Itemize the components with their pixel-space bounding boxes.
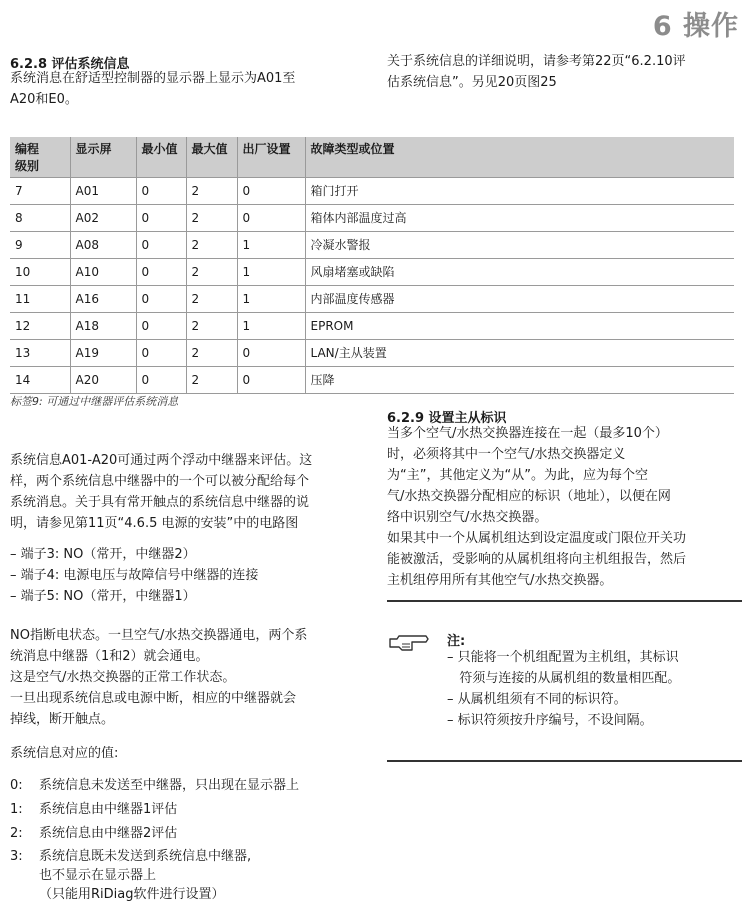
relay-description bbox=[10, 450, 370, 534]
cell-min: 0 bbox=[136, 259, 186, 286]
cell-fault-type: EPROM bbox=[305, 313, 734, 340]
header-min: 最小值 bbox=[136, 137, 186, 178]
list-item bbox=[10, 775, 299, 796]
text-line: 系统消息在舒适型控制器的显示器上显示为A01至 bbox=[10, 71, 296, 86]
list-item bbox=[10, 847, 299, 904]
table-row bbox=[10, 286, 734, 313]
pointing-hand-icon bbox=[388, 630, 430, 662]
cell-factory: 0 bbox=[237, 367, 305, 394]
table-row bbox=[10, 259, 734, 286]
divider bbox=[387, 600, 742, 602]
cell-min: 0 bbox=[136, 367, 186, 394]
text-line: A20和E0。 bbox=[10, 92, 78, 107]
cell-display: A18 bbox=[70, 313, 136, 340]
value-text: 系统信息由中继器2评估 bbox=[39, 826, 178, 841]
divider bbox=[387, 760, 742, 762]
text-line: 关于系统信息的详细说明，请参考第22页“6.2.10评 bbox=[387, 54, 686, 69]
text-line: 主机组停用所有其他空气/水热交换器。 bbox=[387, 573, 613, 588]
no-state-description bbox=[10, 625, 307, 730]
cell-fault-type: 冷凝水警报 bbox=[305, 232, 734, 259]
header-level: 编程 级别 bbox=[10, 137, 70, 178]
values-title: 系统信息对应的值: bbox=[10, 746, 119, 761]
note-title: 注: bbox=[447, 634, 466, 649]
cell-max: 2 bbox=[186, 340, 237, 367]
text-line: 样，两个系统信息中继器中的一个可以被分配给每个 bbox=[10, 474, 310, 489]
value-number: 0: bbox=[10, 778, 23, 793]
text-line: 明，请参见第11页“4.6.5 电源的安装”中的电路图 bbox=[10, 516, 299, 531]
value-number: 1: bbox=[10, 802, 23, 817]
text-line: 当多个空气/水热交换器连接在一起（最多10个） bbox=[387, 426, 668, 441]
text-line: 掉线，断开触点。 bbox=[10, 712, 115, 727]
system-message-table bbox=[10, 137, 734, 394]
text-line: NO指断电状态。一旦空气/水热交换器通电，两个系 bbox=[10, 628, 308, 643]
text-line: 能被激活，受影响的从属机组将向主机组报告，然后 bbox=[387, 552, 687, 567]
chapter-title: 6 操作 bbox=[652, 11, 739, 42]
section-628-title: 6.2.8 评估系统信息 bbox=[10, 57, 130, 72]
cell-min: 0 bbox=[136, 232, 186, 259]
header-max: 最大值 bbox=[186, 137, 237, 178]
cell-fault-type: 风扇堵塞或缺陷 bbox=[305, 259, 734, 286]
table-row bbox=[10, 178, 734, 205]
cell-max: 2 bbox=[186, 232, 237, 259]
list-item bbox=[10, 799, 299, 820]
cell-level: 9 bbox=[10, 232, 70, 259]
cell-display: A20 bbox=[70, 367, 136, 394]
cell-max: 2 bbox=[186, 178, 237, 205]
table-row bbox=[10, 205, 734, 232]
cell-factory: 0 bbox=[237, 205, 305, 232]
cell-fault-type: 压降 bbox=[305, 367, 734, 394]
text-line: 如果其中一个从属机组达到设定温度或门限位开关功 bbox=[387, 531, 687, 546]
section-629-title: 6.2.9 设置主从标识 bbox=[387, 411, 507, 426]
cell-min: 0 bbox=[136, 313, 186, 340]
table-caption: 标签9: 可通过中继器评估系统消息 bbox=[10, 395, 179, 408]
cell-max: 2 bbox=[186, 286, 237, 313]
table-row bbox=[10, 313, 734, 340]
cell-factory: 1 bbox=[237, 232, 305, 259]
cell-min: 0 bbox=[136, 340, 186, 367]
value-text: 也不显示在显示器上 bbox=[39, 868, 157, 883]
list-item: – 端子5: NO（常开，中继器1） bbox=[10, 589, 196, 604]
section-628-intro bbox=[10, 68, 295, 110]
table-body bbox=[10, 178, 734, 394]
cell-factory: 1 bbox=[237, 286, 305, 313]
section-629-body bbox=[387, 423, 686, 591]
list-item: – 从属机组须有不同的标识符。 bbox=[447, 692, 627, 707]
cell-factory: 1 bbox=[237, 313, 305, 340]
cell-factory: 0 bbox=[237, 178, 305, 205]
value-text: 系统信息由中继器1评估 bbox=[39, 802, 178, 817]
value-number: 3: bbox=[10, 849, 23, 864]
cell-max: 2 bbox=[186, 205, 237, 232]
list-item bbox=[10, 823, 299, 844]
list-item: – 端子4: 电源电压与故障信号中继器的连接 bbox=[10, 568, 259, 583]
cell-level: 12 bbox=[10, 313, 70, 340]
text-line: 络中识别空气/水热交换器。 bbox=[387, 510, 548, 525]
terminal-list bbox=[10, 544, 258, 607]
cell-level: 10 bbox=[10, 259, 70, 286]
cell-display: A01 bbox=[70, 178, 136, 205]
cell-min: 0 bbox=[136, 205, 186, 232]
cell-level: 8 bbox=[10, 205, 70, 232]
value-text: （只能用RiDiag软件进行设置） bbox=[39, 887, 225, 902]
text-line: 一旦出现系统信息或电源中断，相应的中继器就会 bbox=[10, 691, 297, 706]
cell-factory: 1 bbox=[237, 259, 305, 286]
cell-fault-type: 内部温度传感器 bbox=[305, 286, 734, 313]
cell-fault-type: LAN/主从装置 bbox=[305, 340, 734, 367]
text-line: 气/水热交换器分配相应的标识（地址），以便在网 bbox=[387, 489, 671, 504]
cell-level: 14 bbox=[10, 367, 70, 394]
cell-fault-type: 箱门打开 bbox=[305, 178, 734, 205]
list-item: – 只能将一个机组配置为主机组，其标识 bbox=[447, 650, 679, 665]
cell-level: 11 bbox=[10, 286, 70, 313]
list-item: 符须与连接的从属机组的数量相匹配。 bbox=[447, 671, 681, 686]
table-header-row bbox=[10, 137, 734, 178]
cell-fault-type: 箱体内部温度过高 bbox=[305, 205, 734, 232]
cell-level: 13 bbox=[10, 340, 70, 367]
note-list bbox=[447, 647, 680, 731]
cell-max: 2 bbox=[186, 367, 237, 394]
text-line: 系统消息。关于具有常开触点的系统信息中继器的说 bbox=[10, 495, 310, 510]
cell-min: 0 bbox=[136, 286, 186, 313]
cell-display: A16 bbox=[70, 286, 136, 313]
table-row bbox=[10, 232, 734, 259]
value-text: 系统信息未发送至中继器，只出现在显示器上 bbox=[39, 778, 300, 793]
header-fault-type: 故障类型或位置 bbox=[305, 137, 734, 178]
text-line: 时，必须将其中一个空气/水热交换器定义 bbox=[387, 447, 626, 462]
text-line: 系统信息A01-A20可通过两个浮动中继器来评估。这 bbox=[10, 453, 313, 468]
cell-display: A19 bbox=[70, 340, 136, 367]
header-display: 显示屏 bbox=[70, 137, 136, 178]
cell-min: 0 bbox=[136, 178, 186, 205]
text-line: 估系统信息”。另见20页图25 bbox=[387, 75, 557, 90]
values-list bbox=[10, 775, 299, 904]
list-item: – 标识符须按升序编号，不设间隔。 bbox=[447, 713, 653, 728]
cell-display: A02 bbox=[70, 205, 136, 232]
cell-max: 2 bbox=[186, 259, 237, 286]
cell-factory: 0 bbox=[237, 340, 305, 367]
value-number: 2: bbox=[10, 826, 23, 841]
list-item: – 端子3: NO（常开，中继器2） bbox=[10, 547, 196, 562]
header-factory: 出厂设置 bbox=[237, 137, 305, 178]
cell-max: 2 bbox=[186, 313, 237, 340]
table-row bbox=[10, 367, 734, 394]
right-intro bbox=[387, 51, 686, 93]
cell-level: 7 bbox=[10, 178, 70, 205]
text-line: 为“主”，其他定义为“从”。为此，应为每个空 bbox=[387, 468, 648, 483]
table-row bbox=[10, 340, 734, 367]
text-line: 统消息中继器（1和2）就会通电。 bbox=[10, 649, 209, 664]
value-text: 系统信息既未发送到系统信息中继器, bbox=[39, 849, 252, 864]
text-line: 这是空气/水热交换器的正常工作状态。 bbox=[10, 670, 236, 685]
cell-display: A08 bbox=[70, 232, 136, 259]
cell-display: A10 bbox=[70, 259, 136, 286]
